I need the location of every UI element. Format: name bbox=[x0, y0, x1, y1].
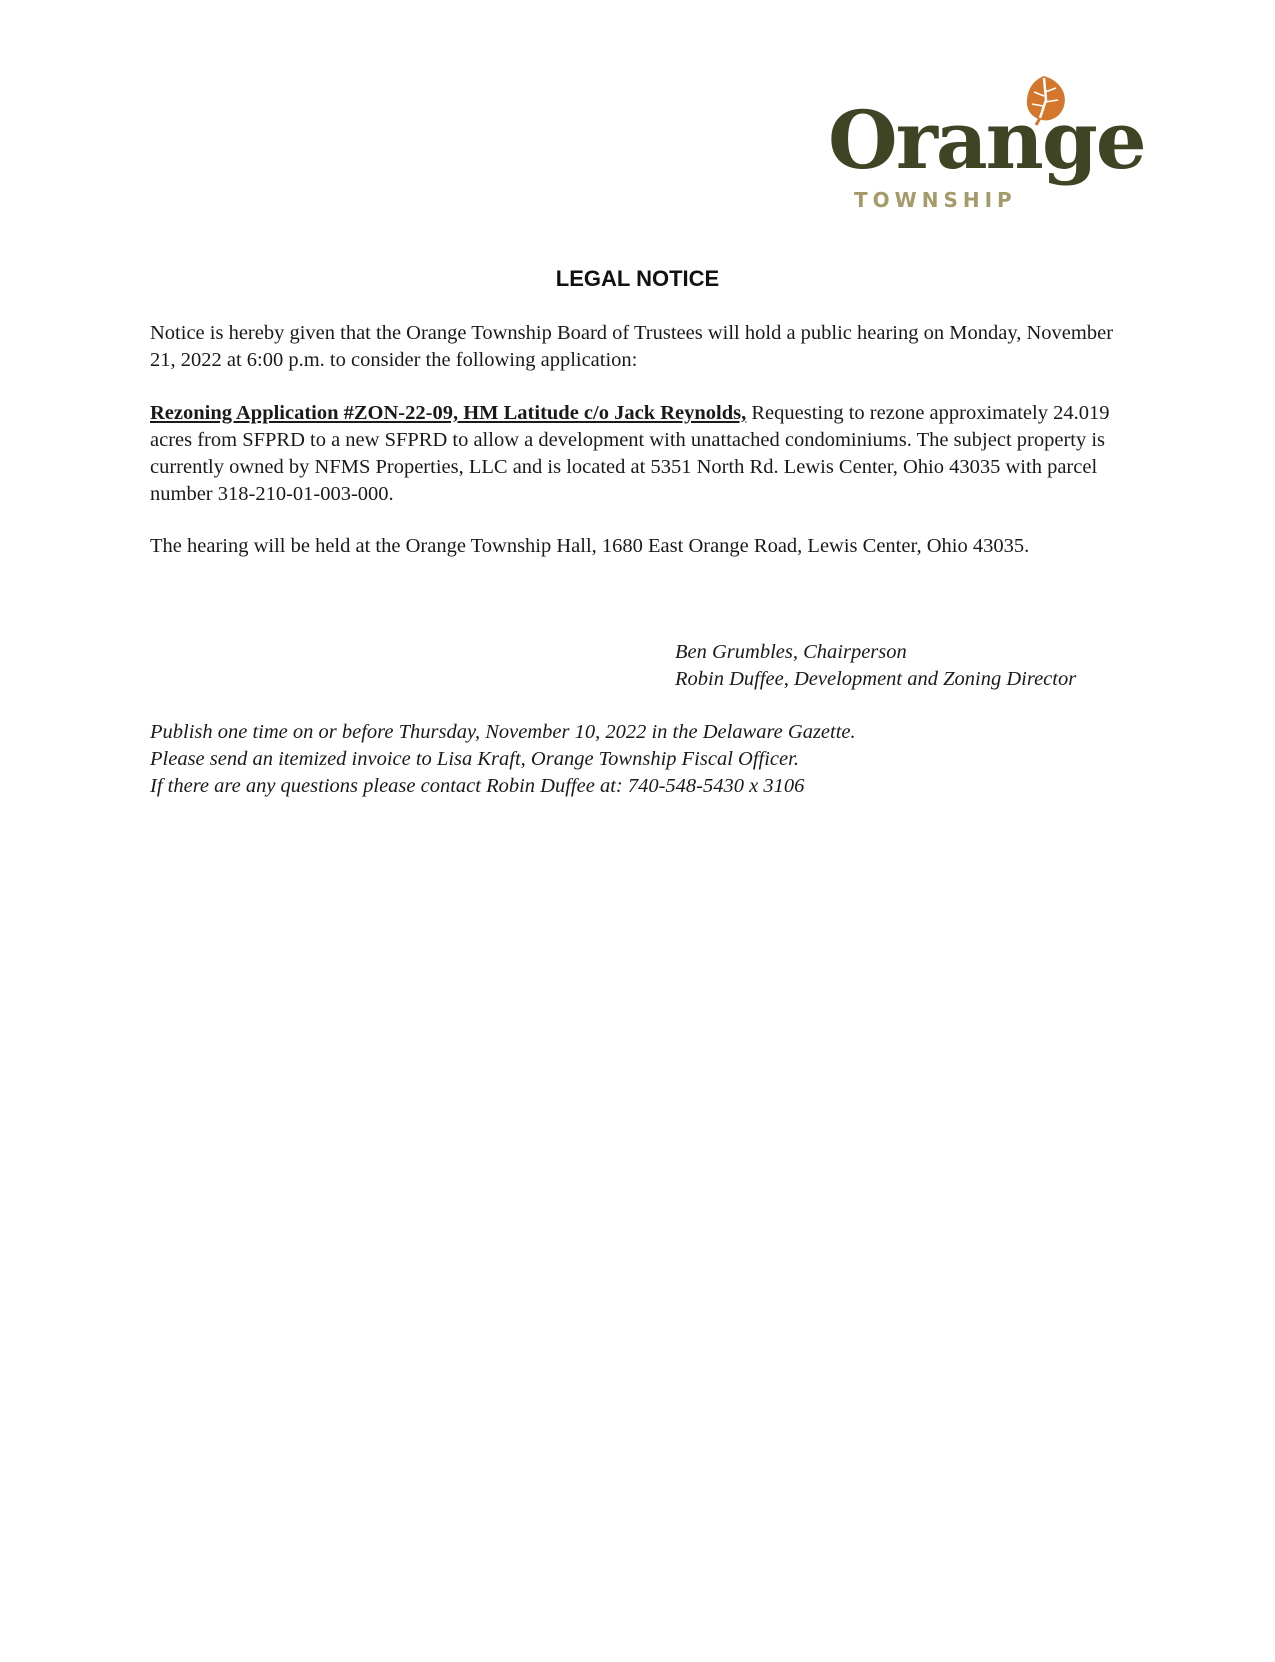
footer-line-publish: Publish one time on or before Thursday, November 10, 2022 in the Delaware Gazette. bbox=[150, 721, 856, 743]
application-paragraph bbox=[150, 400, 1140, 508]
publishing-instructions bbox=[150, 719, 856, 800]
logo-subtitle: TOWNSHIP bbox=[854, 188, 1017, 212]
page-title: LEGAL NOTICE bbox=[555, 266, 720, 291]
footer-line-contact: If there are any questions please contact Robin Duffee at: 740-548-5430 x 3106 bbox=[150, 775, 805, 797]
signature-line-director: Robin Duffee, Development and Zoning Director bbox=[675, 668, 1077, 690]
footer-line-invoice: Please send an itemized invoice to Lisa Kraft, Orange Township Fiscal Officer. bbox=[150, 748, 799, 770]
logo-wordmark: Orange bbox=[828, 93, 1145, 187]
orange-township-logo bbox=[828, 72, 1145, 222]
application-body: Requesting to rezone approximately 24.019 acres from SFPRD to a new SFPRD to allow a development with unattached condominiums. The subject property is currently owned by NFMS Properties, LLC and is located at 5351 North Rd. Lewis Center, Ohio 43035 with parcel number 318-210-01-003-000. bbox=[150, 402, 1110, 505]
location-paragraph: The hearing will be held at the Orange Township Hall, 1680 East Orange Road, Lewis Center, Ohio 43035. bbox=[150, 535, 1030, 557]
signature-block bbox=[675, 639, 1076, 693]
application-title: Rezoning Application #ZON-22-09, HM Latitude c/o Jack Reynolds, bbox=[150, 402, 747, 424]
signature-line-chair: Ben Grumbles, Chairperson bbox=[675, 641, 907, 663]
intro-paragraph: Notice is hereby given that the Orange Township Board of Trustees will hold a public hearing on Monday, November 21, 2022 at 6:00 p.m. to consider the following application: bbox=[150, 322, 1114, 371]
